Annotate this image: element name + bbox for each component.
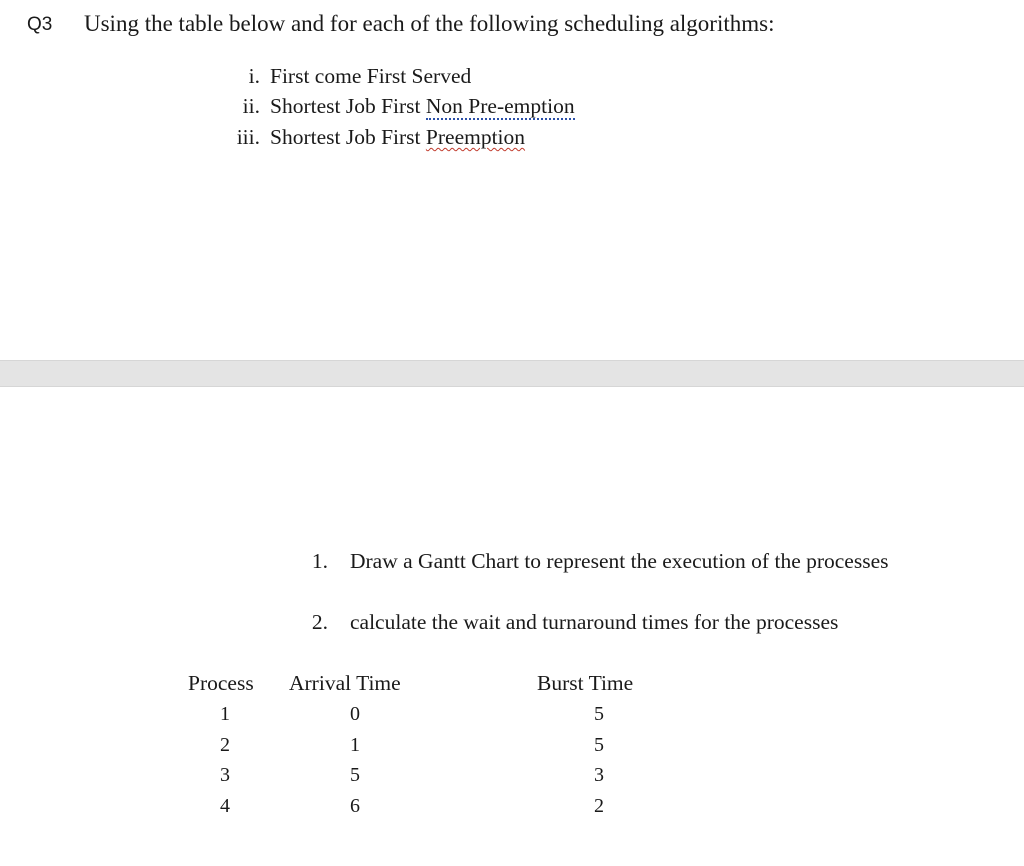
algorithm-number-3: iii. [236,125,260,149]
algorithm-text-2-plain: Shortest Job First [270,94,426,118]
algorithm-text-1: First come First Served [270,64,472,88]
table-row-4-process: 4 [220,795,230,817]
header-burst-time: Burst Time [537,671,634,695]
question-text: Using the table below and for each of the following scheduling algorithms: [84,11,775,36]
header-arrival-time: Arrival Time [289,671,401,695]
algorithm-number-2: ii. [242,94,260,118]
table-row-3-process: 3 [220,764,230,786]
task-text-1: Draw a Gantt Chart to represent the execution of the processes [350,549,889,573]
table-row-4-burst: 2 [594,795,604,817]
algorithm-text-3-spelling-mark: Preemption [425,125,526,149]
table-row-1-arrival: 0 [350,703,360,725]
task-text-2: calculate the wait and turnaround times for the processes [350,610,839,634]
algorithm-text-3 [270,125,525,150]
algorithm-text-2-grammar-mark: Non Pre-emption [425,94,575,118]
table-row-1-process: 1 [220,703,230,725]
table-row-2-process: 2 [220,734,230,756]
task-number-2: 2. [311,610,328,634]
page-break-gap [0,360,1024,387]
table-row-3-burst: 3 [594,764,604,786]
table-row-1-burst: 5 [594,703,604,725]
algorithm-number-1: i. [248,64,260,88]
table-row-2-arrival: 1 [350,734,360,756]
table-row-3-arrival: 5 [350,764,360,786]
algorithm-text-2 [270,94,575,119]
task-number-1: 1. [311,549,328,573]
header-process: Process [188,671,254,695]
table-row-2-burst: 5 [594,734,604,756]
algorithm-text-3-plain: Shortest Job First [270,125,426,149]
table-row-4-arrival: 6 [350,795,360,817]
question-label: Q3 [27,14,53,35]
